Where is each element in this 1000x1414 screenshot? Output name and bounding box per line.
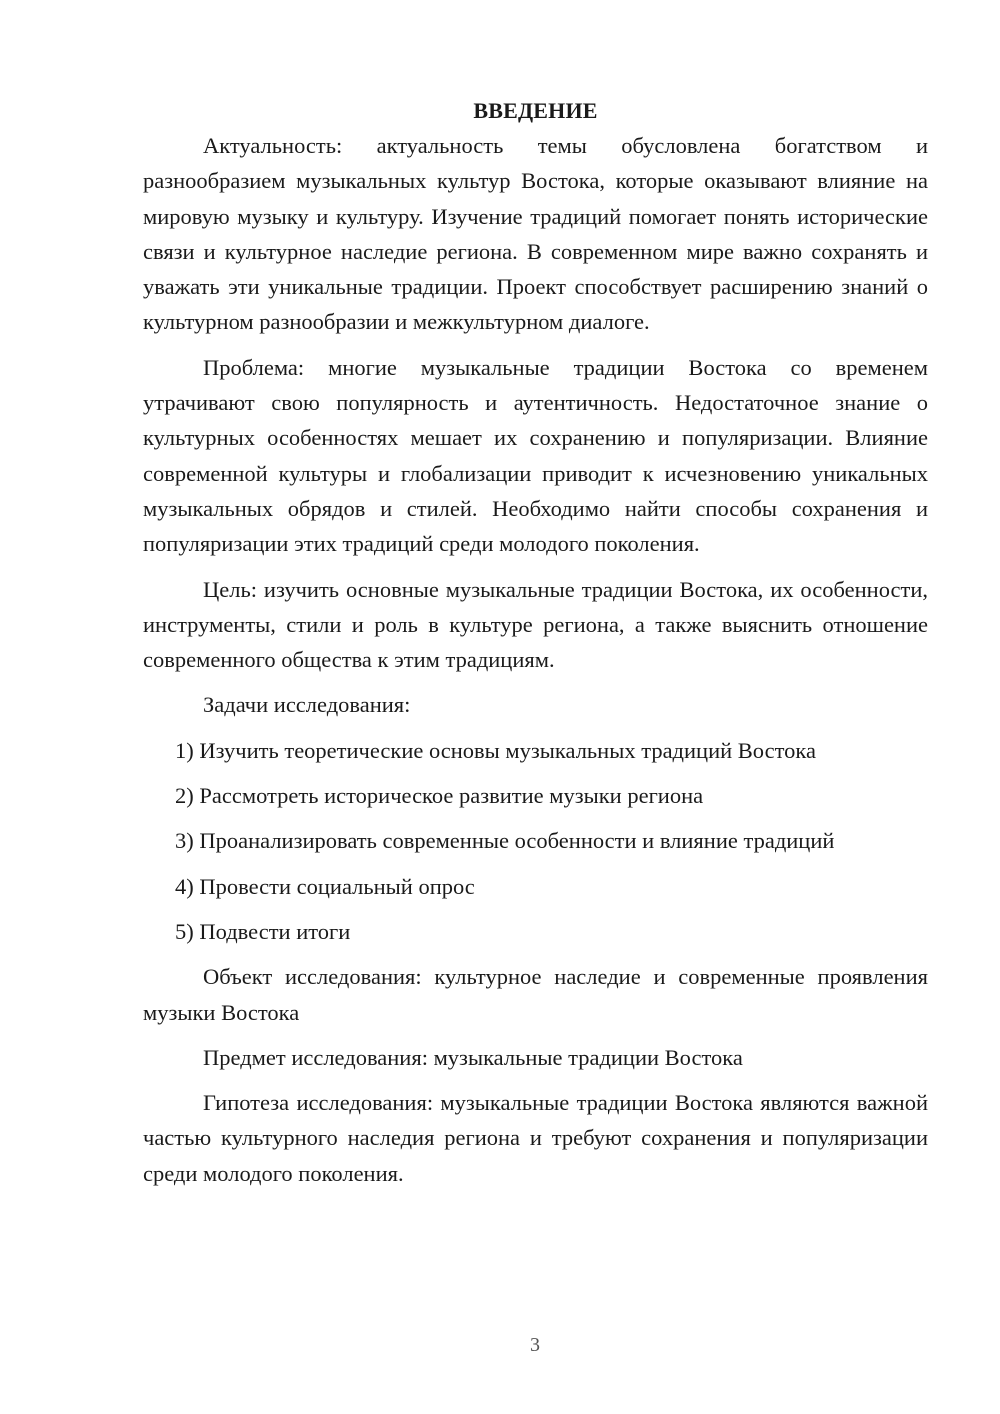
tasks-heading: Задачи исследования:	[203, 692, 411, 718]
section-title: ВВЕДЕНИЕ	[473, 98, 598, 123]
list-item: 5) Подвести итоги	[175, 918, 351, 944]
hypothesis-paragraph: Гипотеза исследования: музыкальные традиции Востока являются важной частью культурного наследия региона и требуют сохранения и популяризации среди молодого поколения.	[143, 1090, 928, 1186]
list-item: 2) Рассмотреть историческое развитие музыки региона	[175, 783, 704, 809]
list-item: 4) Провести социальный опрос	[175, 873, 475, 899]
relevance-paragraph: Актуальность: актуальность темы обусловлена богатством и разнообразием музыкальных культур Востока, которые оказывают влияние на мировую музыку и культуру. Изучение традиций помогает понять исторические связи и культурное наследие региона. В современном мире важно сохранять и уважать эти уникальные традиции. Проект способствует расширению знаний о культурном разнообразии и межкультурном диалоге.	[143, 133, 928, 335]
tasks-list	[143, 733, 928, 949]
document-page	[143, 94, 928, 1191]
object-paragraph: Объект исследования: культурное наследие и современные проявления музыки Востока	[143, 964, 928, 1025]
page-number: 3	[530, 1334, 540, 1356]
list-item: 3) Проанализировать современные особенности и влияние традиций	[175, 828, 835, 854]
problem-paragraph: Проблема: многие музыкальные традиции Востока со временем утрачивают свою популярность и аутентичность. Недостаточное знание о культурных особенностях мешает их сохранению и популяризации. Влияние современной культуры и глобализации приводит к исчезновению уникальных музыкальных обрядов и стилей. Необходимо найти способы сохранения и популяризации этих традиций среди молодого поколения.	[143, 354, 928, 557]
goal-paragraph: Цель: изучить основные музыкальные традиции Востока, их особенности, инструменты, стили и роль в культуре региона, а также выяснить отношение современного общества к этим традициям.	[143, 576, 928, 673]
list-item: 1) Изучить теоретические основы музыкальных традиций Востока	[175, 737, 816, 763]
subject-paragraph: Предмет исследования: музыкальные традиции Востока	[203, 1044, 743, 1070]
